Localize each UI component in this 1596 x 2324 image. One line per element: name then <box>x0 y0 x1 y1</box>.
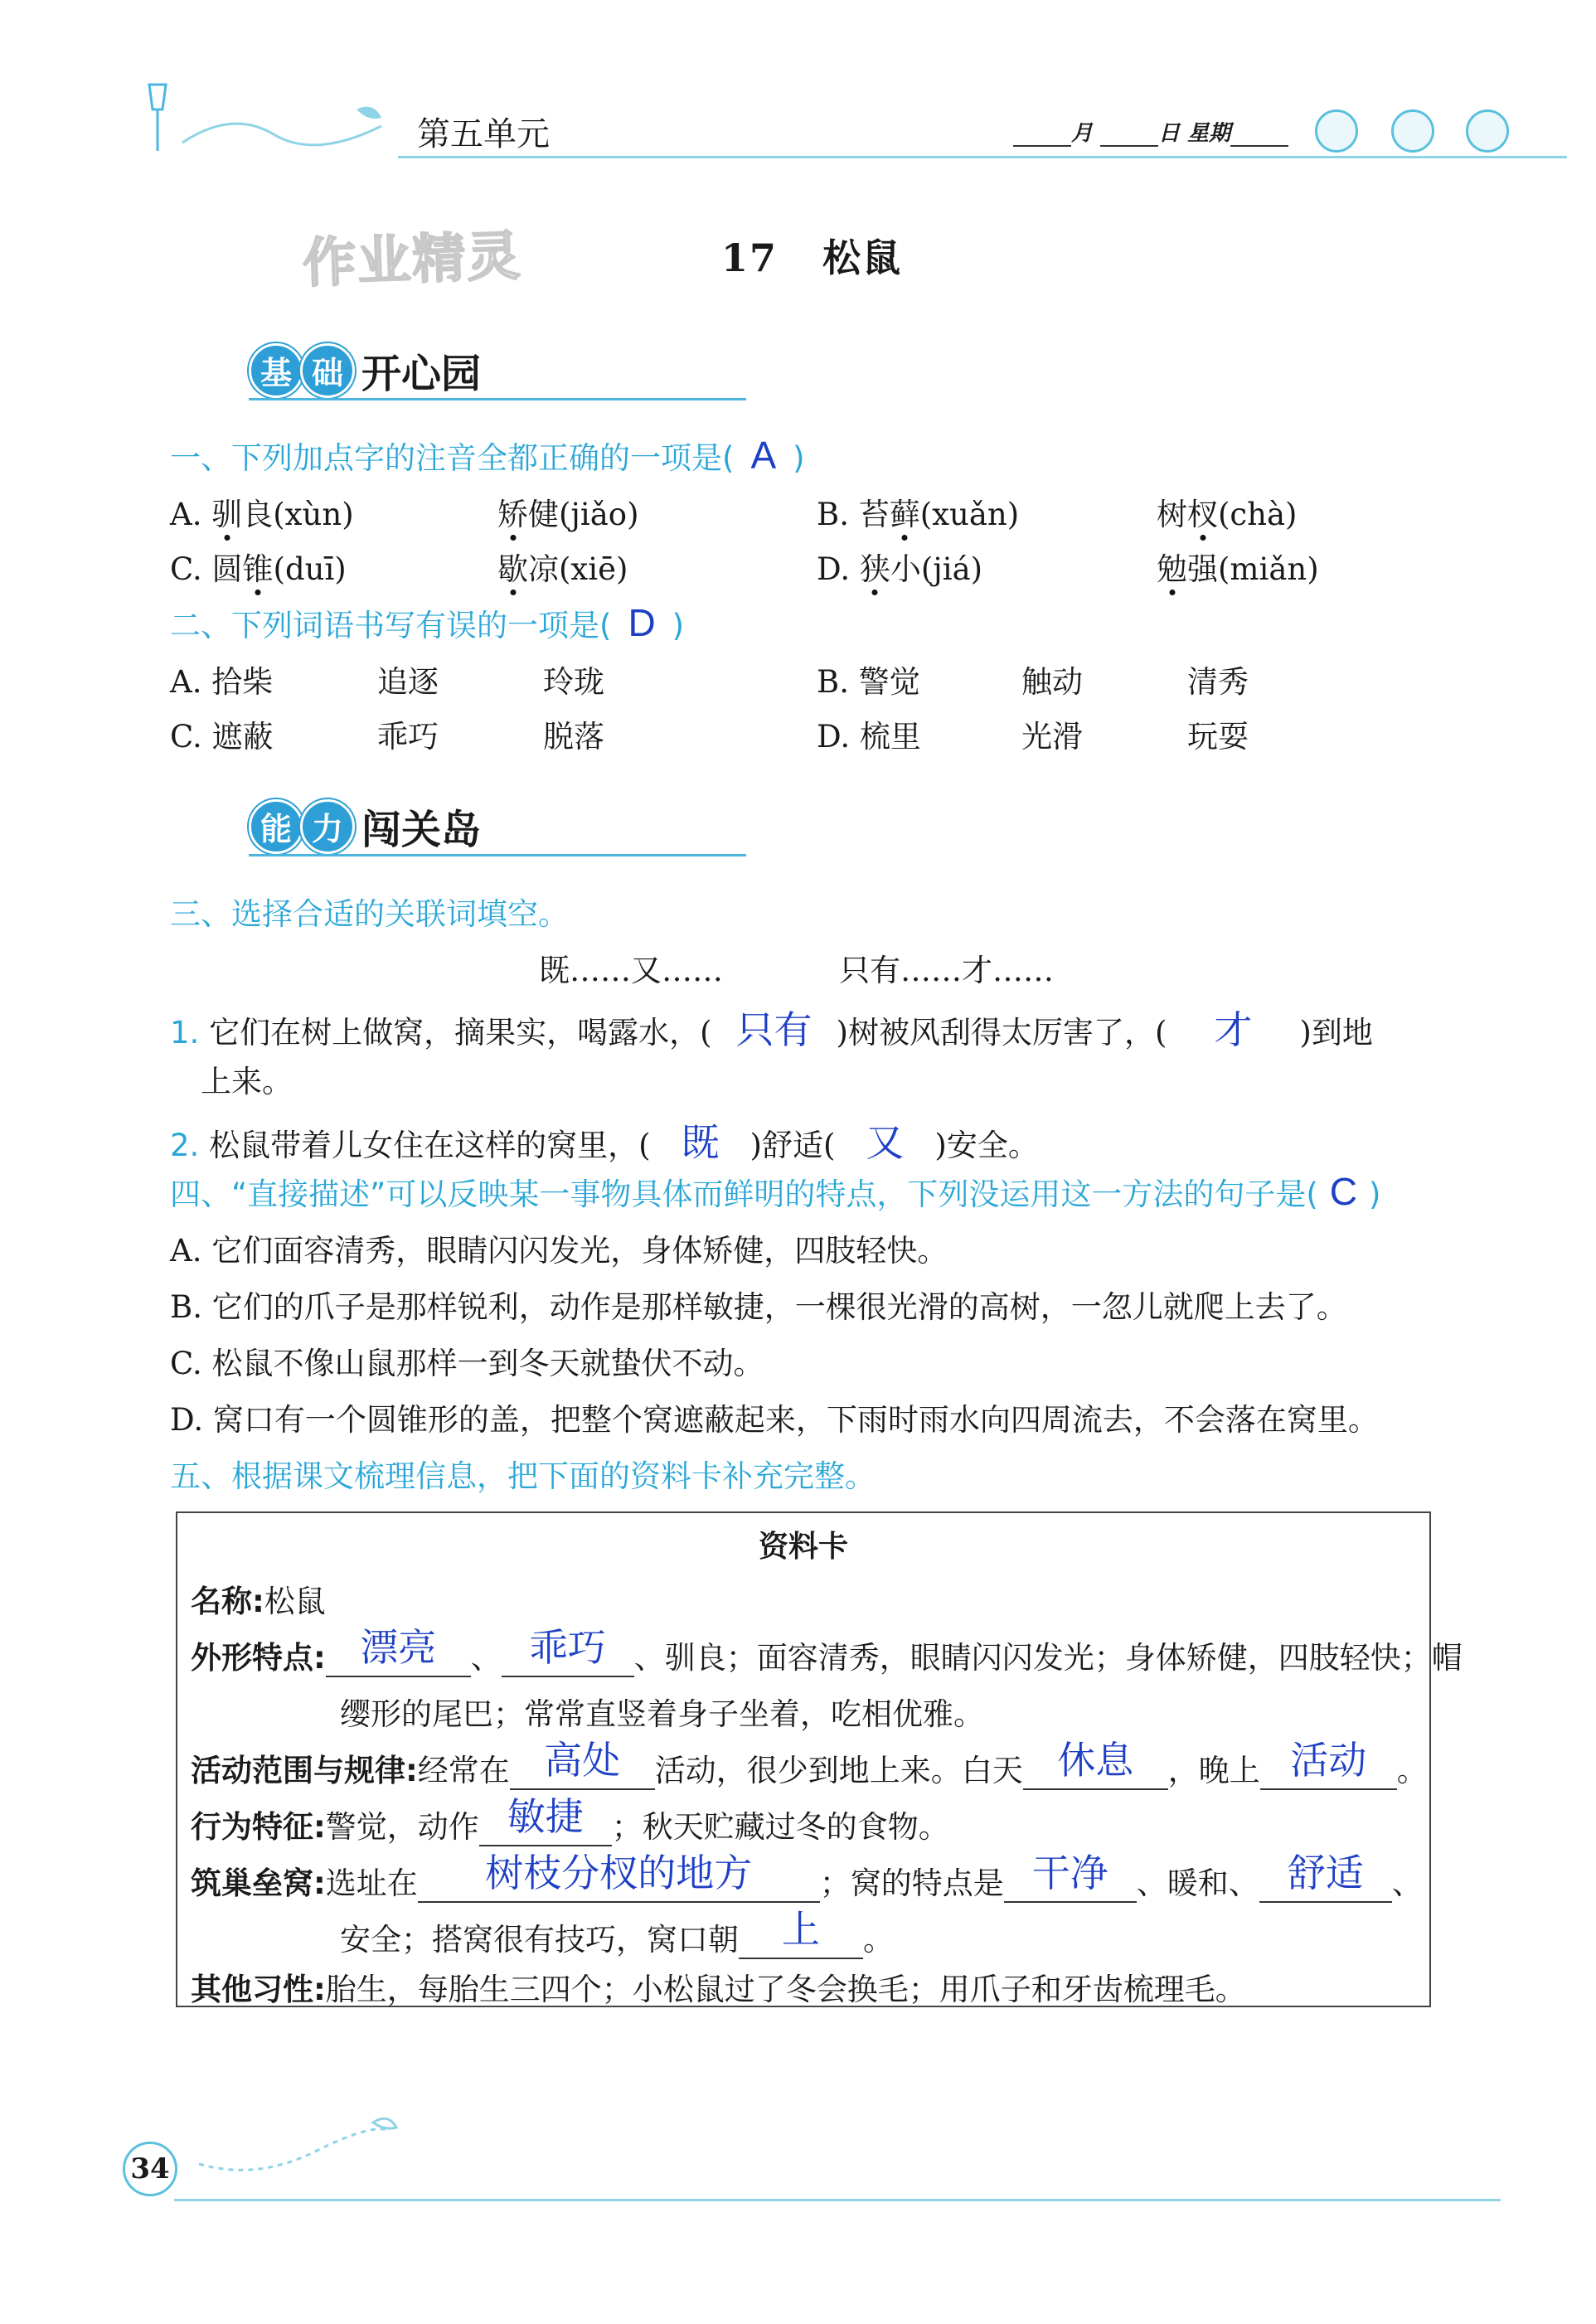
q1-option: A. 驯良(xùn) <box>170 497 354 532</box>
q2-option: 脱落 <box>543 719 604 754</box>
q2-answer: D <box>628 601 656 644</box>
q2-option: 追逐 <box>377 664 439 700</box>
q2-option: 清秀 <box>1187 664 1249 700</box>
q3-item2-answer1: 既 <box>681 1121 720 1164</box>
card-activity-answer2: 休息 <box>1057 1739 1134 1782</box>
card-nest-row: 筑巢垒窝:选址在 树枝分杈的地方 ；窝的特点是 干净 、暖和、 舒适 、 <box>191 1858 1423 1903</box>
section-rule <box>249 398 746 400</box>
q3-option-2: 只有……才…… <box>839 953 1054 988</box>
q3-item1-answer2: 才 <box>1214 1008 1253 1051</box>
card-title: 资料卡 <box>758 1530 848 1564</box>
month-blank <box>1013 122 1071 147</box>
section-title: 闯关岛 <box>361 807 482 853</box>
badge-char: 础 <box>300 343 355 398</box>
q2-option: 玲珑 <box>543 664 604 700</box>
q5-stem: 五、根据课文梳理信息，把下面的资料卡补充完整。 <box>170 1458 876 1494</box>
lamp-decoration-icon <box>133 76 406 159</box>
q3-item-1-cont: 上来。 <box>201 1064 293 1099</box>
card-behavior-row: 行为特征:警觉，动作 敏捷 ；秋天贮藏过冬的食物。 <box>191 1802 949 1846</box>
page-number: 34 <box>123 2142 177 2196</box>
smiley-happy-icon <box>1315 109 1358 153</box>
card-nest-answer1: 树枝分杈的地方 <box>485 1851 753 1895</box>
section-basic-header <box>249 342 481 399</box>
card-nest-answer3: 舒适 <box>1287 1851 1364 1895</box>
card-nest-answer4: 上 <box>782 1908 820 1951</box>
q4-option: B. 它们的爪子是那样锐利，动作是那样敏捷，一棵很光滑的高树，一忽儿就爬上去了。 <box>170 1289 1347 1325</box>
q3-item-1: 1. 它们在树上做窝，摘果实，喝露水，( 只有 )树被风刮得太厉害了，( 才 )到地 <box>170 1000 1373 1055</box>
q3-item1-answer1: 只有 <box>735 1008 813 1051</box>
q1-option: 矫健(jiǎo) <box>497 497 639 532</box>
card-look-answer1: 漂亮 <box>360 1626 437 1669</box>
lesson-number: 17 <box>721 235 779 280</box>
q2-option: 乖巧 <box>377 719 439 754</box>
card-activity-answer3: 活动 <box>1290 1739 1367 1782</box>
q1-option: C. 圆锥(duī) <box>170 551 347 587</box>
q4-option: D. 窝口有一个圆锥形的盖，把整个窝遮蔽起来，下雨时雨水向四周流去，不会落在窝里。 <box>170 1402 1379 1438</box>
badge-char: 基 <box>249 343 303 398</box>
q3-item-2: 2. 松鼠带着儿女住在这样的窝里，( 既 )舒适( 又 )安全。 <box>170 1113 1039 1167</box>
footer-decoration-icon <box>191 2106 406 2181</box>
q4-stem: 四、“直接描述”可以反映某一事物具体而鲜明的特点，下列没运用这一方法的句子是( C ) <box>170 1170 1381 1213</box>
q2-option: C. 遮蔽 <box>170 719 274 754</box>
card-behavior-answer: 敏捷 <box>507 1795 584 1838</box>
q4-answer: C <box>1329 1170 1358 1213</box>
card-nest-answer2: 干净 <box>1031 1851 1108 1895</box>
weekday-blank <box>1230 122 1288 147</box>
q2-option: B. 警觉 <box>817 664 920 700</box>
q1-stem: 一、下列加点字的注音全都正确的一项是( A ) <box>170 434 805 477</box>
header-rule <box>398 156 1567 158</box>
q1-option: B. 苔藓(xuǎn) <box>817 497 1020 532</box>
badge-char: 能 <box>249 799 303 854</box>
q4-option: A. 它们面容清秀，眼睛闪闪发光，身体矫健，四肢轻快。 <box>170 1233 948 1269</box>
q2-option: 触动 <box>1021 664 1083 700</box>
q1-answer: A <box>750 434 777 477</box>
q2-option: D. 梳里 <box>817 719 921 754</box>
q4-option: C. 松鼠不像山鼠那样一到冬天就蛰伏不动。 <box>170 1346 764 1381</box>
day-label: 日 <box>1158 121 1181 146</box>
weekday-label: 星期 <box>1187 121 1231 146</box>
q3-option-1: 既……又…… <box>539 953 723 988</box>
footer-rule <box>174 2199 1501 2201</box>
section-ability-header <box>249 798 481 855</box>
section-title: 开心园 <box>361 351 482 397</box>
lesson-name: 松鼠 <box>822 235 903 280</box>
smiley-sad-icon <box>1466 109 1509 153</box>
lesson-title <box>721 228 902 283</box>
section-rule <box>249 854 746 856</box>
card-look-row-cont: 缨形的尾巴；常常直竖着身子坐着，吃相优雅。 <box>340 1696 984 1732</box>
q3-item2-answer2: 又 <box>866 1121 905 1164</box>
card-look-row: 外形特点: 漂亮 、 乖巧 、驯良；面容清秀，眼睛闪闪发光；身体矫健，四肢轻快；帽 <box>191 1633 1463 1677</box>
unit-label: 第五单元 <box>417 115 550 153</box>
badge-char: 力 <box>300 799 355 854</box>
card-nest-row-cont: 安全；搭窝很有技巧，窝口朝 上 。 <box>340 1914 894 1959</box>
watermark: 作业精灵 <box>301 226 523 295</box>
q1-option: D. 狭小(jiá) <box>817 551 983 587</box>
q2-option: 玩耍 <box>1187 719 1249 754</box>
q2-option: 光滑 <box>1021 719 1083 754</box>
q1-option: 勉强(miǎn) <box>1157 551 1319 587</box>
q3-stem: 三、选择合适的关联词填空。 <box>170 896 569 932</box>
q2-option: A. 拾柴 <box>170 664 274 700</box>
card-other-row: 其他习性:胎生，每胎生三四个；小松鼠过了冬会换毛；用爪子和牙齿梳理毛。 <box>191 1972 1246 2007</box>
q1-option: 树杈(chà) <box>1157 497 1298 532</box>
card-look-answer2: 乖巧 <box>529 1626 606 1669</box>
smiley-neutral-icon <box>1391 109 1434 153</box>
card-activity-answer1: 高处 <box>544 1739 621 1782</box>
q1-option: 歇凉(xiē) <box>497 551 628 587</box>
card-activity-row: 活动范围与规律:经常在 高处 活动，很少到地上来。白天 休息 ，晚上 活动 。 <box>191 1745 1428 1790</box>
card-name-row: 名称:松鼠 <box>191 1584 326 1619</box>
month-label: 月 <box>1071 121 1094 146</box>
date-fields <box>1013 116 1288 147</box>
day-blank <box>1100 122 1158 147</box>
q2-stem: 二、下列词语书写有误的一项是( D ) <box>170 601 685 644</box>
info-card <box>176 1511 1463 2007</box>
